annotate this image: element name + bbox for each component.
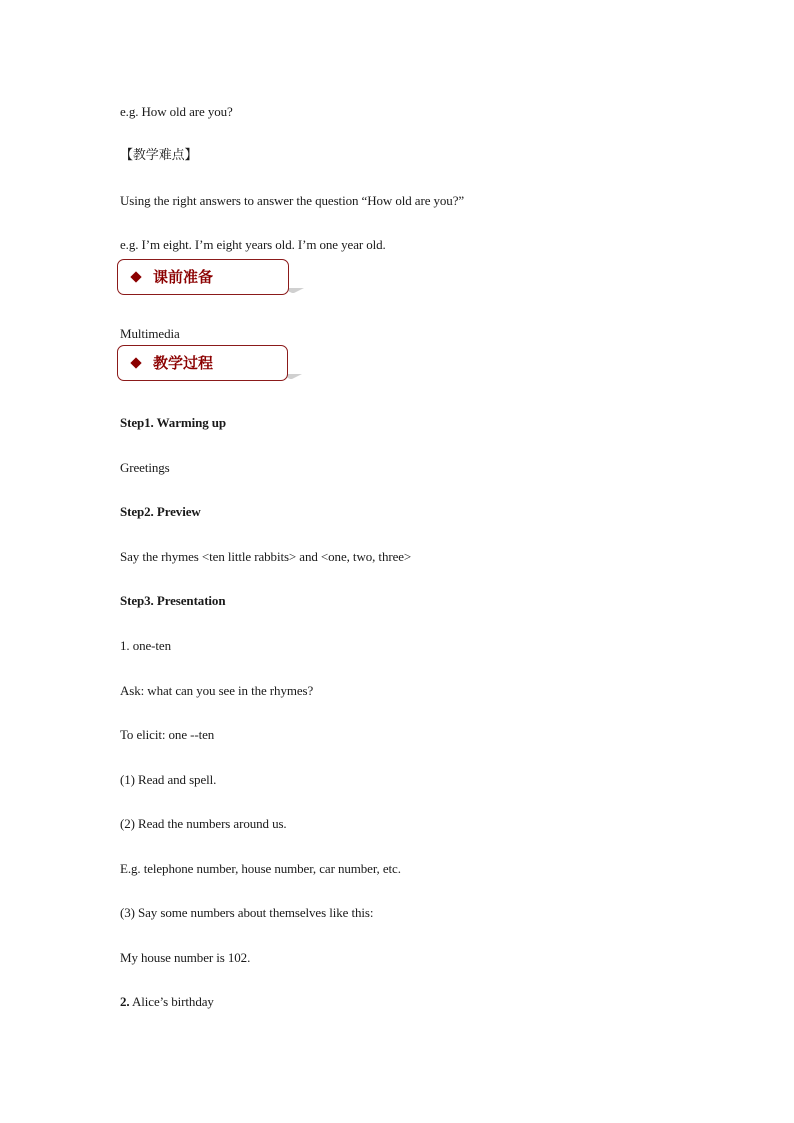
say-numbers-text: (3) Say some numbers about themselves like this: xyxy=(120,905,374,920)
section-process xyxy=(117,345,288,381)
difficulty-text: Using the right answers to answer the question “How old are you?” xyxy=(120,193,465,208)
step3-heading: Step3. Presentation xyxy=(120,593,226,608)
one-ten-item: 1. one-ten xyxy=(120,638,171,653)
step1-heading: Step1. Warming up xyxy=(120,415,227,430)
diamond-icon xyxy=(130,357,141,368)
section-title: 课前准备 xyxy=(153,268,214,286)
multimedia-text: Multimedia xyxy=(120,326,180,341)
item-text: Alice’s birthday xyxy=(129,994,214,1009)
step2-heading: Step2. Preview xyxy=(120,504,201,519)
alice-birthday-item xyxy=(120,994,214,1010)
example-how-old: e.g. How old are you? xyxy=(120,104,233,119)
item-number: 2. xyxy=(120,994,130,1009)
greetings-text: Greetings xyxy=(120,460,170,475)
section-preparation xyxy=(117,259,289,295)
read-spell-text: (1) Read and spell. xyxy=(120,772,217,787)
house-number-text: My house number is 102. xyxy=(120,950,251,965)
ask-text: Ask: what can you see in the rhymes? xyxy=(120,683,314,698)
elicit-text: To elicit: one --ten xyxy=(120,727,215,742)
example-answers: e.g. I’m eight. I’m eight years old. I’m one year old. xyxy=(120,237,386,252)
diamond-icon xyxy=(130,271,141,282)
example-numbers: E.g. telephone number, house number, car number, etc. xyxy=(120,861,401,876)
difficulty-heading: 【教学难点】 xyxy=(120,148,198,163)
section-title: 教学过程 xyxy=(153,354,214,372)
rhymes-text: Say the rhymes <ten little rabbits> and <one, two, three> xyxy=(120,549,412,564)
read-numbers-text: (2) Read the numbers around us. xyxy=(120,816,287,831)
